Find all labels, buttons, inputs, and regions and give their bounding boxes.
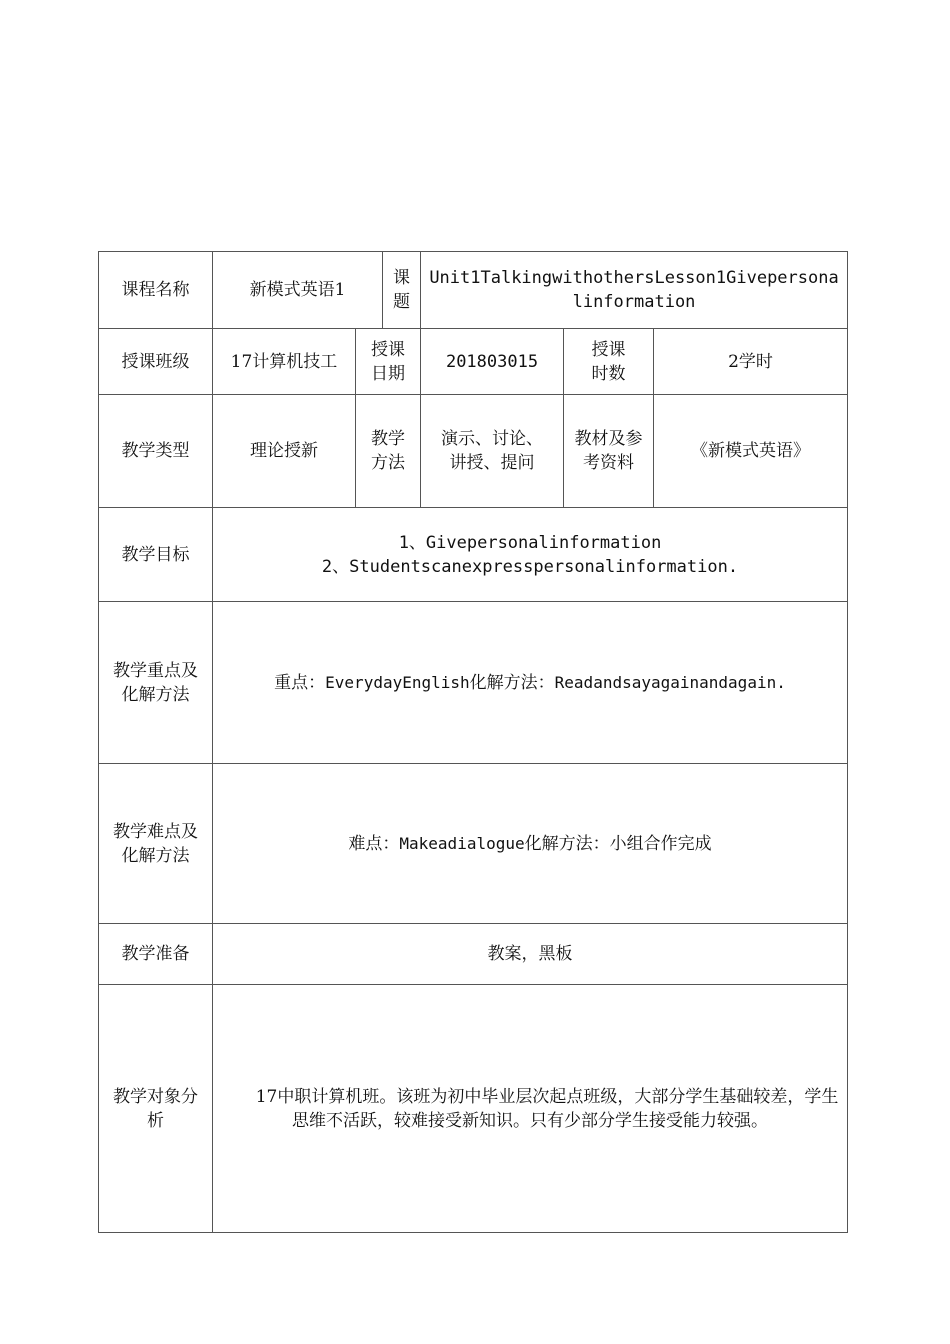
preparation-label: 教学准备 <box>99 924 213 985</box>
objective-item: 1、Givepersonalinformation <box>398 532 662 553</box>
difficulties-prefix: 难点： <box>348 833 400 854</box>
analysis-label: 教学对象分析 <box>99 985 213 1233</box>
lesson-plan-sheet <box>98 251 847 1234</box>
objectives-label: 教学目标 <box>99 508 213 602</box>
key-points-prefix: 重点： <box>274 672 326 693</box>
objective-item: 2、Studentscanexpresspersonalinformation. <box>321 556 739 577</box>
course-name-value: 新模式英语1 <box>213 252 383 329</box>
row-course <box>99 252 848 329</box>
key-points-solution: Readandsayagainandagain. <box>554 672 786 692</box>
method-label: 教学方法 <box>356 395 421 508</box>
key-points-label: 教学重点及化解方法 <box>99 602 213 764</box>
row-objectives <box>99 508 848 602</box>
row-preparation <box>99 924 848 985</box>
topic-label: 课题 <box>383 252 421 329</box>
difficulties-label: 教学难点及化解方法 <box>99 764 213 924</box>
row-type <box>99 395 848 508</box>
date-value: 201803015 <box>421 329 564 395</box>
key-points-point: EverydayEnglish <box>325 672 470 692</box>
type-label: 教学类型 <box>99 395 213 508</box>
class-label: 授课班级 <box>99 329 213 395</box>
row-key-points <box>99 602 848 764</box>
analysis-text: 17中职计算机班。该班为初中毕业层次起点班级，大部分学生基础较差，学生思维不活跃，较难接受新知识。只有少部分学生接受能力较强。 <box>255 1086 839 1131</box>
lesson-plan-table <box>98 251 848 1233</box>
objectives-content <box>213 508 848 602</box>
row-difficulties <box>99 764 848 924</box>
difficulties-solution: 小组合作完成 <box>609 833 712 854</box>
difficulties-middle: 化解方法： <box>524 833 610 854</box>
topic-value: Unit1TalkingwithothersLesson1Givepersonalinformation <box>421 252 848 329</box>
row-class <box>99 329 848 395</box>
method-value: 演示、讨论、讲授、提问 <box>421 395 564 508</box>
material-label: 教材及参考资料 <box>564 395 654 508</box>
hours-value: 2学时 <box>654 329 848 395</box>
class-value: 17计算机技工 <box>213 329 356 395</box>
hours-label: 授课时数 <box>564 329 654 395</box>
date-label: 授课日期 <box>356 329 421 395</box>
row-analysis <box>99 985 848 1233</box>
difficulties-point: Makeadialogue <box>399 833 525 853</box>
type-value: 理论授新 <box>213 395 356 508</box>
key-points-content <box>213 602 848 764</box>
key-points-middle: 化解方法： <box>469 672 555 693</box>
material-value: 《新模式英语》 <box>654 395 848 508</box>
analysis-content <box>213 985 848 1233</box>
preparation-value: 教案，黑板 <box>213 924 848 985</box>
difficulties-content <box>213 764 848 924</box>
course-name-label: 课程名称 <box>99 252 213 329</box>
